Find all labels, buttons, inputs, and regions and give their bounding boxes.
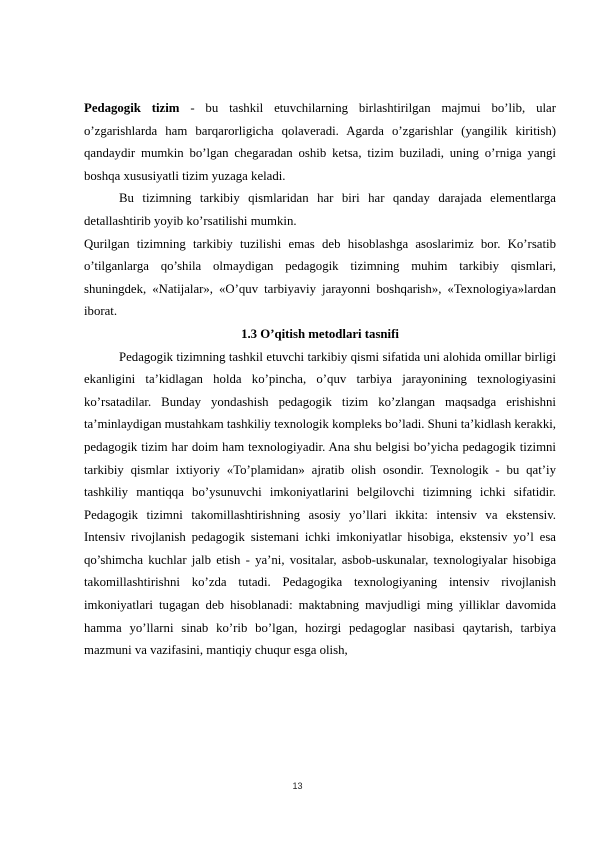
section-heading: 1.3 O’qitish metodlari tasnifi [241, 326, 399, 341]
paragraph-structure: Qurilgan tizimning tarkibiy tuzilishi emas deb hisoblashga asoslarimiz bor. Ko’rsatib o’tilganlarga qo’shila olmaydigan pedagogik tizimning muhim tarkibiy qismlari, shuningdek, «Natijalar», «O’quv tarbiyaviy jarayonni boshqarish», «Texnologiya»lardan iborat. [84, 236, 556, 319]
definition-text: - bu tashkil etuvchilarning birlashtirilgan majmui bo’lib, ular o’zgarishlarda ham barqarorligicha qolaveradi. Agarda o’zgarishlar (yangilik kiritish) qandaydir mumkin bo’lgan chegaradan oshib ketsa, tizim buziladi, uning o’rniga yangi boshqa xususiyatli tizim yuzaga keladi. [84, 101, 556, 183]
paragraph-components: Bu tizimning tarkibiy qismlaridan har biri har qanday darajada elementlarga detallashtirib yoyib ko’rsatilishi mumkin. [84, 191, 556, 228]
page-number: 13 [292, 781, 303, 791]
term-pedagogik-tizim: Pedagogik tizim [84, 101, 180, 115]
paragraph-definition [84, 97, 556, 187]
document-page [84, 97, 556, 662]
paragraph-technology: Pedagogik tizimning tashkil etuvchi tarkibiy qismi sifatida uni alohida omillar birligi ekanligini ta’kidlagan holda ko’pincha, o’quv tarbiya jarayonining texnologiyasini ko’rsatadilar. Bunday yondashish pedagogik tizim ko’zlangan maqsadga erishishni ta’minlaydigan mustahkam tashkiliy texnologik kompleks bo’ladi. Shuni ta’kidlash kerakki, pedagogik tizim har doim ham texnologiyadir. Ana shu belgisi bo’yicha pedagogik tizimni tarkibiy qismlar ixtiyoriy «To’plamidan» ajratib olish osondir. Texnologik - bu qat’iy tashkiliy mantiqqa bo’ysunuvchi imkoniyatlarini belgilovchi tizimning ichki sifatidir. Pedagogik tizimni takomillashtirishning asosiy yo’llari ikkita: intensiv va ekstensiv. Intensiv rivojlanish pedagogik sistemani ichki imkoniyatlar hisobiga, ekstensiv yo’l esa qo’shimcha kuchlar jalb etish - ya’ni, vositalar, asbob-uskunalar, texnologiyalar hisobiga takomillashtirishni ko’zda tutadi. Pedagogika texnologiyaning intensiv rivojlanish imkoniyatlari tugagan deb hisoblanadi: maktabning mavjudligi ming yilliklar davomida hamma yo’llarni sinab ko’rib bo’lgan, hozirgi pedagoglar nasibasi qaytarish, tarbiya mazmuni va vazifasini, mantiqiy chuqur esga olish, [84, 349, 556, 658]
